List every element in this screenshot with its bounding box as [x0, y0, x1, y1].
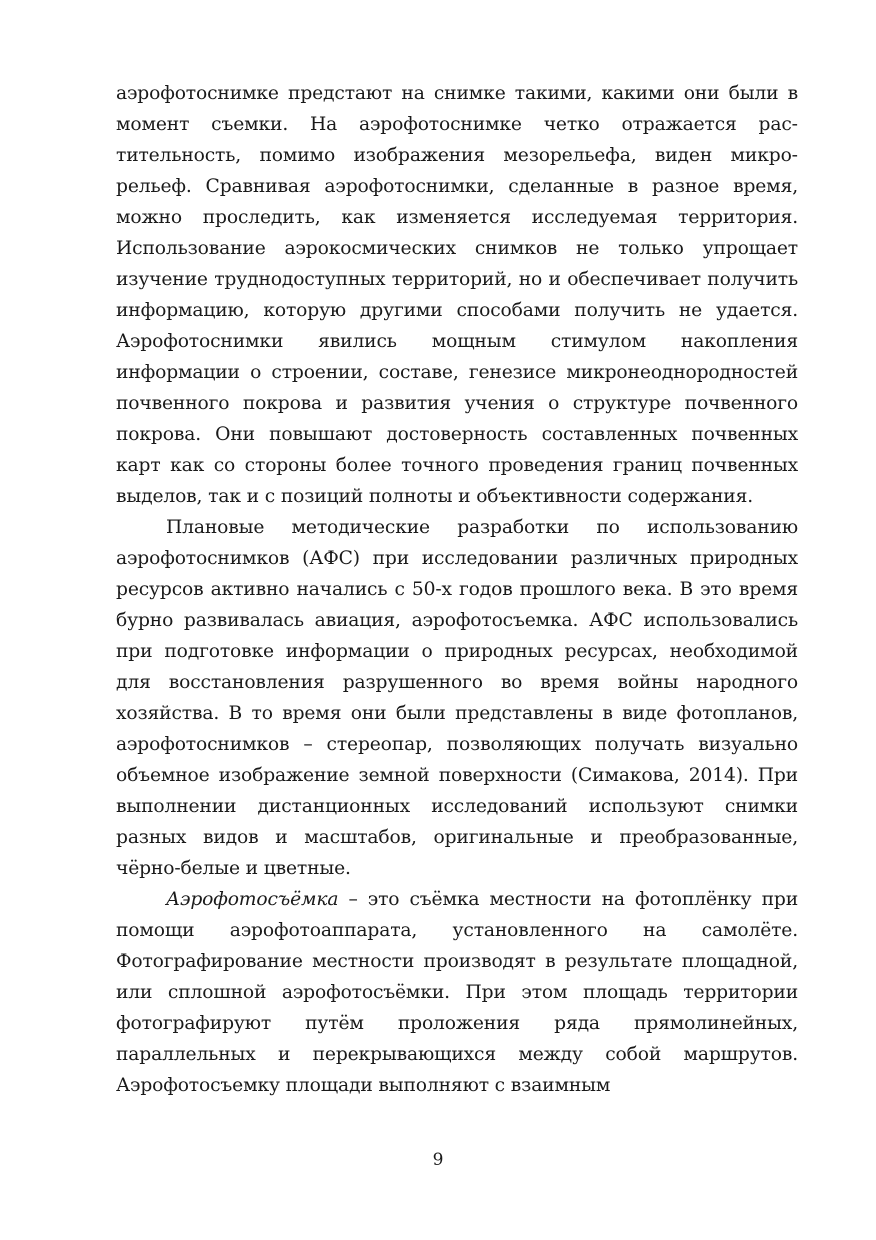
term-aerial-photography: Аэрофотосъёмка [166, 889, 339, 910]
paragraph-2: Плановые методические разработки по использованию аэрофотоснимков (АФС) при исследовании различных природных ресурсов активно начались с 50-х годов прошлого века. В это время бурно развивалась авиация, аэрофотосъемка. АФС использовались при подготовке информации о природных ресурсах, необходимой для восстановления разрушенного во время войны народного хозяйства. В то время они были представлены в виде фотопланов, аэрофотоснимков – стереопар, позволяющих получать визуально объемное изображение земной поверхности (Симакова, 2014). При выполнении дистанционных исследований используют снимки разных видов и масштабов, оригинальные и преобразованные, чёрно-белые и цветные. [116, 517, 798, 879]
paragraph-1: аэрофотоснимке предстают на снимке такими, какими они были в момент съемки. На аэрофотоснимке четко отражается растительность, помимо изображения мезорельефа, виден микрорельеф. Сравнивая аэрофотоснимки, сделанные в разное время, можно проследить, как изменяется исследуемая территория. Использование аэрокосмических снимков не только упрощает изучение труднодоступных территорий, но и обеспечивает получить информацию, которую другими способами получить не удается. Аэрофотоснимки явились мощным стимулом накопления информации о строении, составе, генезисе микронеоднородностей почвенного покрова и развития учения о структуре почвенного покрова. Они повышают достоверность составленных почвенных карт как со стороны более точного проведения границ почвенных выделов, так и с позиций полноты и объективности содержания. [116, 83, 798, 507]
page-body [116, 78, 798, 1101]
paragraph-3 [116, 884, 798, 1101]
paragraph-3-text: – это съёмка местности на фотоплёнку при помощи аэрофотоаппарата, установленного на самолёте. Фотографирование местности производят в результате площадной, или сплошной аэрофотосъёмки. При этом площадь территории фотографируют путём проложения ряда прямолинейных, параллельных и перекрывающихся между собой маршрутов. Аэрофотосъемку площади выполняют с взаимным [116, 889, 798, 1096]
page-number: 9 [432, 1150, 444, 1170]
